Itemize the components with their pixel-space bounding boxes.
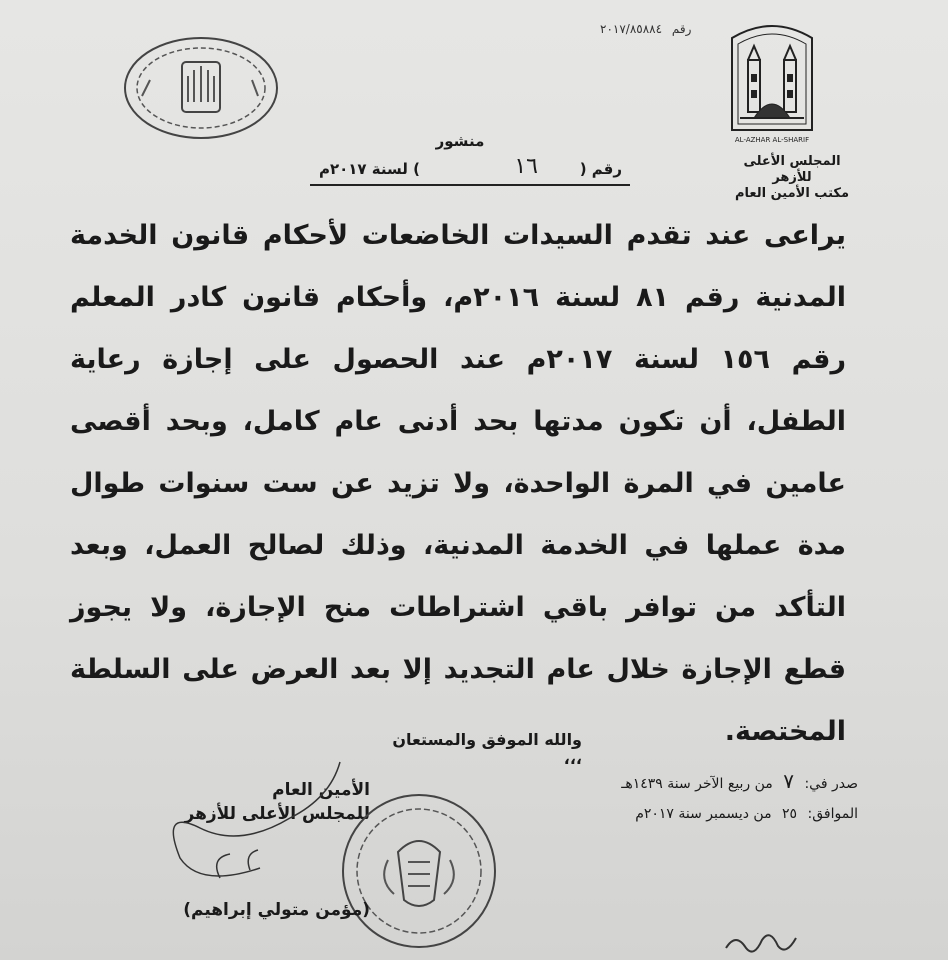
hijri-date: صدر في: ٧ من ربيع الآخر سنة ١٤٣٩هـ bbox=[621, 769, 858, 793]
issue-date-block bbox=[470, 770, 858, 825]
signatory-name: (مؤمن متولي إبراهيم) bbox=[183, 900, 370, 920]
handwritten-note-icon bbox=[720, 926, 820, 960]
underline-divider bbox=[310, 184, 630, 186]
gregorian-date: الموافق: ٢٥ من ديسمبر سنة ٢٠١٧م bbox=[635, 806, 858, 822]
handwritten-signature-icon bbox=[140, 758, 360, 898]
closing-line: والله الموفق والمستعان ،،، bbox=[392, 730, 582, 768]
eagle-seal-icon bbox=[338, 790, 500, 952]
organization-name: المجلس الأعلى للأزهر مكتب الأمين العام bbox=[734, 154, 849, 201]
circular-number-value: ١٦ bbox=[514, 154, 538, 179]
svg-text:AL-AZHAR AL-SHARIF: AL-AZHAR AL-SHARIF bbox=[734, 136, 810, 144]
circular-body: يراعى عند تقدم السيدات الخاضعات لأحكام قانون الخدمة المدنية رقم ٨١ لسنة ٢٠١٦م، وأحكام قانون كادر المعلم رقم ١٥٦ لسنة ٢٠١٧م عند الحصول على إجازة رعاية الطفل، أن تكون مدتها بحد أدنى عام كامل، وبحد أقصى عامين في المرة الواحدة، ولا تزيد عن ست سنوات طوال مدة عملها في الخدمة المدنية، وذلك لصالح العمل، وبعد التأكد من توافر باقي اشتراطات منح الإجازة، ولا يجوز قطع الإجازة خلال عام التجديد إلا بعد العرض على السلطة المختصة. bbox=[70, 220, 847, 747]
al-azhar-logo-icon bbox=[722, 18, 822, 148]
reference-number: رقم ٢٠١٧/٨٥٨٨٤ bbox=[600, 22, 692, 36]
official-seal-icon bbox=[122, 36, 280, 140]
signatory-title: الأمين العام للمجلس الأعلى للأزهر bbox=[184, 780, 370, 824]
circular-title: منشور bbox=[435, 132, 485, 150]
circular-number: رقم ( ١٦ ) لسنة ٢٠١٧م bbox=[310, 160, 630, 186]
